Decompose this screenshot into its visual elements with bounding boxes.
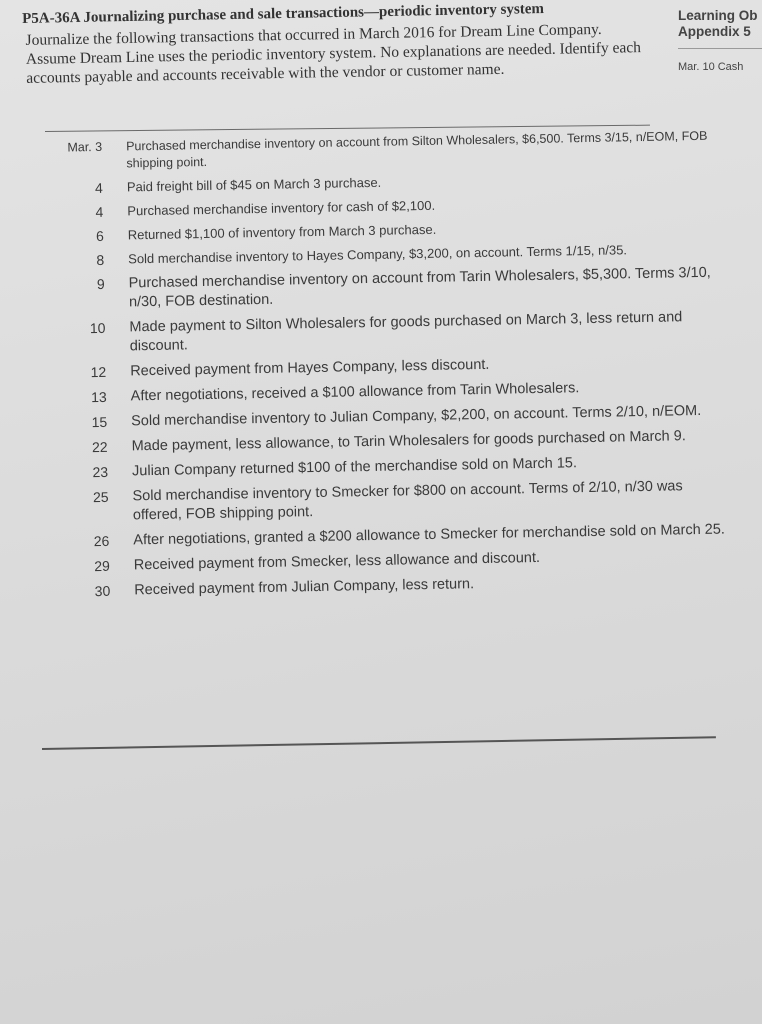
transaction-date: 15 bbox=[91, 413, 108, 431]
transaction-text: Received payment from Smecker, less allowance and discount. bbox=[133, 549, 541, 574]
transaction-text: Sold merchandise inventory to Julian Company, $2,200, on account. Terms 2/10, n/EOM. bbox=[131, 402, 702, 430]
sidebar-note: Mar. 10 Cash bbox=[678, 61, 744, 73]
learning-objectives-label: Learning Ob bbox=[678, 8, 758, 23]
margin-sidebar bbox=[678, 8, 762, 73]
transaction-date: 6 bbox=[95, 227, 104, 244]
transaction-row bbox=[43, 308, 724, 358]
transaction-text: Returned $1,100 of inventory from March 3 purchase. bbox=[127, 221, 437, 243]
transaction-date: 9 bbox=[96, 275, 105, 292]
problem-instructions: Journalize the following transactions that occurred in March 2016 for Dream Line Company. Assume Dream Line uses the periodic inventory system. No explanations are needed. Identify each accounts payable and accounts receivable with the vendor or customer name. bbox=[25, 20, 642, 87]
transaction-date: Mar. 3 bbox=[67, 139, 103, 155]
transaction-text: Made payment, less allowance, to Tarin Wholesalers for goods purchased on March 9. bbox=[131, 428, 686, 455]
transaction-date: 30 bbox=[94, 582, 111, 600]
transaction-date: 29 bbox=[94, 557, 110, 575]
transaction-text: Received payment from Hayes Company, less discount. bbox=[130, 356, 490, 380]
transaction-row bbox=[46, 476, 727, 526]
transaction-date: 23 bbox=[92, 463, 109, 481]
problem-title: P5A-36A Journalizing purchase and sale transactions—periodic inventory system bbox=[22, 0, 545, 27]
transaction-date: 4 bbox=[94, 179, 104, 196]
bottom-divider bbox=[42, 736, 716, 749]
transaction-list bbox=[40, 128, 728, 608]
transaction-date: 4 bbox=[95, 203, 104, 220]
transaction-row bbox=[48, 570, 728, 601]
transaction-row bbox=[42, 264, 723, 314]
transaction-date: 12 bbox=[90, 363, 107, 381]
sidebar-divider bbox=[678, 48, 762, 49]
transaction-text: Sold merchandise inventory to Smecker for $800 on account. Terms of 2/10, n/30 was offered, FOB shipping point. bbox=[132, 478, 683, 524]
transaction-text: Purchased merchandise inventory on account from Silton Wholesalers, $6,500. Terms 3/15, n/EOM, FOB shipping point. bbox=[126, 128, 708, 171]
transaction-date: 8 bbox=[96, 251, 105, 268]
transaction-row bbox=[40, 128, 721, 174]
transaction-date: 25 bbox=[92, 488, 109, 506]
transaction-date: 26 bbox=[93, 532, 110, 550]
transaction-text: After negotiations, received a $100 allowance from Tarin Wholesalers. bbox=[130, 380, 580, 405]
transaction-date: 10 bbox=[89, 319, 106, 337]
transaction-text: Purchased merchandise inventory for cash of $2,100. bbox=[127, 197, 436, 219]
transaction-text: Paid freight bill of $45 on March 3 purchase. bbox=[126, 174, 382, 195]
transaction-date: 22 bbox=[91, 438, 108, 456]
transaction-text: Received payment from Julian Company, less return. bbox=[134, 576, 475, 599]
transaction-text: After negotiations, granted a $200 allowance to Smecker for merchandise sold on March 25. bbox=[133, 521, 726, 549]
transaction-text: Made payment to Silton Wholesalers for goods purchased on March 3, less return and discount. bbox=[129, 309, 683, 355]
appendix-label: Appendix 5 bbox=[678, 24, 751, 39]
problem-header bbox=[22, 0, 643, 88]
transaction-text: Julian Company returned $100 of the merchandise sold on March 15. bbox=[131, 455, 578, 480]
transaction-date: 13 bbox=[90, 388, 107, 406]
transaction-text: Sold merchandise inventory to Hayes Company, $3,200, on account. Terms 1/15, n/35. bbox=[128, 242, 628, 267]
transaction-text: Purchased merchandise inventory on account from Tarin Wholesalers, $5,300. Terms 3/10, n/30, FOB destination. bbox=[128, 264, 711, 311]
